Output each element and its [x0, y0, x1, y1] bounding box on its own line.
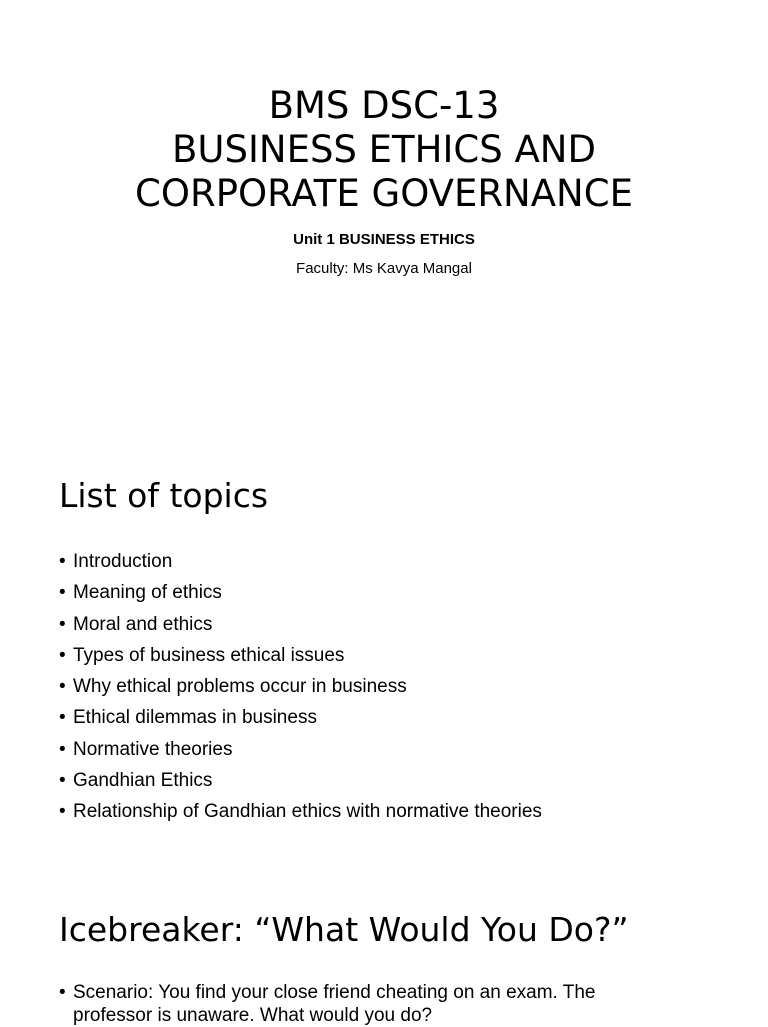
topics-slide	[0, 432, 768, 864]
topic-item: • Gandhian Ethics	[59, 765, 542, 796]
topics-heading: List of topics	[59, 476, 269, 515]
presentation-title	[0, 84, 768, 216]
topic-item: • Types of business ethical issues	[59, 640, 542, 671]
title-slide	[0, 0, 768, 432]
title-line-course-code: BMS DSC-13	[268, 84, 500, 127]
topic-item: • Introduction	[59, 546, 542, 577]
icebreaker-slide	[0, 864, 768, 1024]
topic-item: • Meaning of ethics	[59, 577, 542, 608]
topic-item: • Why ethical problems occur in business	[59, 671, 542, 702]
title-line-2: CORPORATE GOVERNANCE	[135, 172, 633, 215]
topic-item: • Relationship of Gandhian ethics with normative theories	[59, 796, 542, 827]
icebreaker-list	[59, 981, 659, 1027]
unit-subtitle: Unit 1 BUSINESS ETHICS	[293, 231, 475, 248]
topics-list	[59, 546, 542, 828]
topic-item: • Normative theories	[59, 734, 542, 765]
topic-item: • Moral and ethics	[59, 609, 542, 640]
icebreaker-heading: Icebreaker: “What Would You Do?”	[59, 910, 629, 949]
topic-item: • Ethical dilemmas in business	[59, 702, 542, 733]
faculty-name: Faculty: Ms Kavya Mangal	[296, 260, 472, 277]
scenario-item: • Scenario: You find your close friend cheating on an exam. The professor is unaware. What would you do?	[59, 981, 659, 1027]
title-line-1: BUSINESS ETHICS AND	[172, 128, 596, 171]
